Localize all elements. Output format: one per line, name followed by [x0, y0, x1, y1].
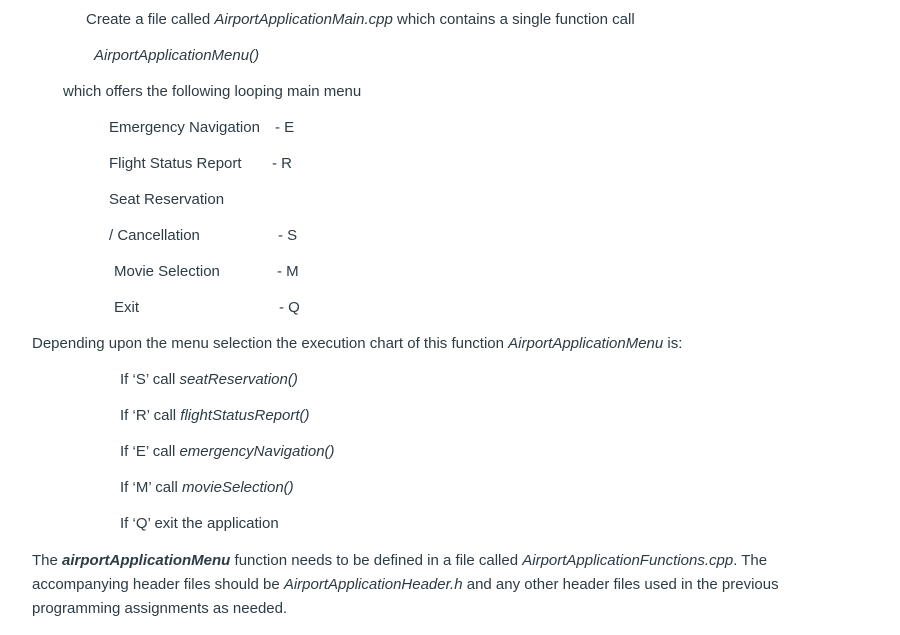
menu-label-seat: Seat Reservation — [109, 191, 225, 208]
footer-header-file: AirportApplicationHeader.h — [283, 576, 463, 593]
execution-suffix: is: — [663, 335, 683, 352]
intro-prefix: Create a file called — [86, 11, 215, 28]
menu-label-movie: Movie Selection — [114, 263, 220, 280]
footer-part1: function needs to be defined in a file called — [230, 552, 523, 569]
menu-label-cancellation: / Cancellation — [109, 227, 200, 244]
footer-part2: . The accompanying header files should be — [32, 552, 768, 593]
menu-key-flight: - R — [272, 155, 292, 172]
rule-e-action: emergencyNavigation() — [179, 443, 335, 460]
menu-intro: which offers the following looping main menu — [63, 83, 362, 100]
rule-q-condition: If ‘Q’ exit the application — [120, 515, 279, 532]
rule-m — [120, 478, 294, 498]
rule-e — [120, 442, 335, 462]
rule-m-condition: If ‘M’ call — [120, 479, 182, 496]
rule-s — [120, 370, 298, 390]
menu-key-exit: - Q — [279, 299, 300, 316]
intro-suffix: which contains a single function call — [392, 11, 635, 28]
footer-functions-file: AirportApplicationFunctions.cpp — [522, 552, 734, 569]
rule-r-action: flightStatusReport() — [180, 407, 310, 424]
execution-function-name: AirportApplicationMenu — [508, 335, 664, 352]
menu-label-exit: Exit — [114, 299, 140, 316]
rule-r — [120, 406, 310, 426]
rule-q — [120, 514, 279, 534]
rule-m-action: movieSelection() — [181, 479, 294, 496]
execution-prefix: Depending upon the menu selection the execution chart of this function — [32, 335, 509, 352]
menu-label-emergency: Emergency Navigation — [109, 119, 260, 136]
footer-paragraph — [32, 549, 832, 621]
execution-intro — [32, 334, 682, 354]
menu-key-movie: - M — [277, 263, 299, 280]
footer-the: The — [32, 552, 63, 569]
intro-line — [86, 10, 635, 30]
footer-part3: and any other header files used in the previous programming assignments as needed. — [32, 576, 779, 617]
rule-e-condition: If ‘E’ call — [120, 443, 180, 460]
main-file-name: AirportApplicationMain.cpp — [214, 11, 393, 28]
menu-key-emergency: - E — [275, 119, 295, 136]
menu-label-flight: Flight Status Report — [109, 155, 242, 172]
menu-key-cancellation: - S — [278, 227, 298, 244]
function-call: AirportApplicationMenu() — [94, 47, 260, 64]
rule-s-condition: If ‘S’ call — [120, 371, 180, 388]
rule-s-action: seatReservation() — [179, 371, 298, 388]
rule-r-condition: If ‘R’ call — [120, 407, 181, 424]
footer-function-name: airportApplicationMenu — [62, 552, 231, 569]
